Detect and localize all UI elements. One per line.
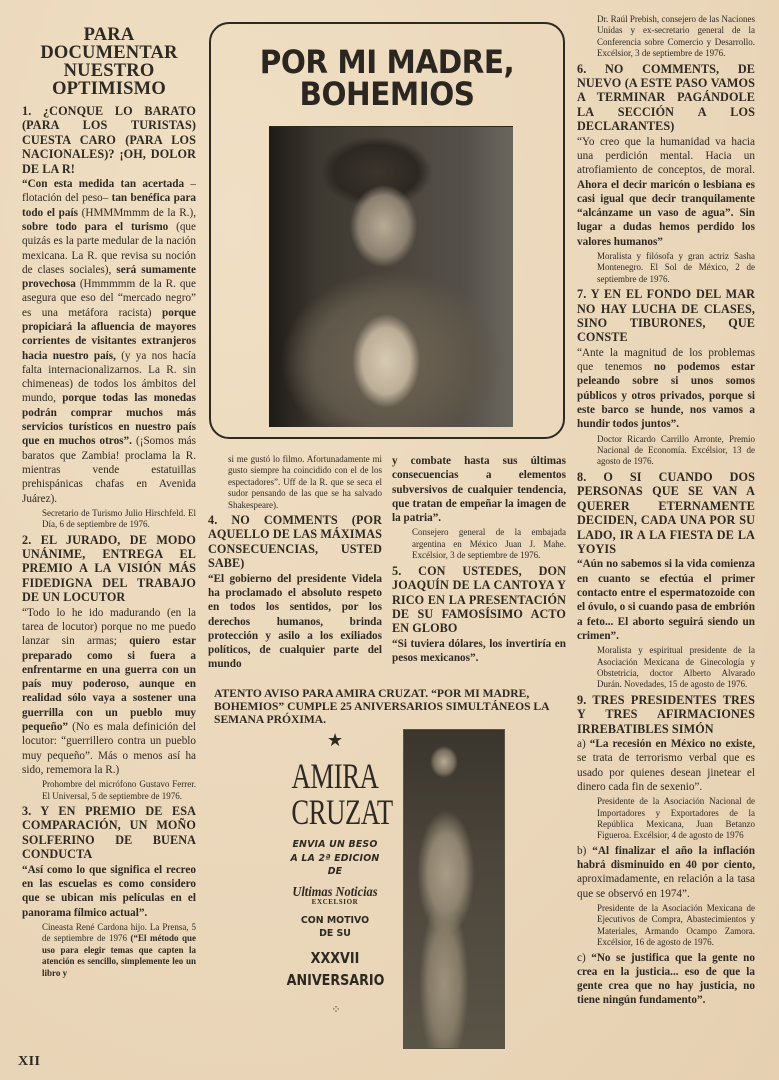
section-1-heading: 1. ¿CONQUE LO BARATO (PARA LOS TURISTAS) CUESTA CARO (PARA LOS NACIONALES)? ¡OH, DOLOR DE LA R! — [22, 104, 196, 176]
left-column — [22, 26, 196, 981]
quote-plain: aproximadamente, en relación a la tasa que se observó en 1974”. — [577, 873, 755, 900]
section-9-heading: 9. TRES PRESIDENTES TRES Y TRES AFIRMACIONES IRREBATIBLES SIMÓN — [577, 692, 755, 736]
section-8-heading: 8. O SI CUANDO DOS PERSONAS QUE SE VAN A QUERER ETERNAMENTE DECIDEN, CADA UNA POR SU LADO, IR A LA FIESTA DE LA YOYIS — [577, 469, 755, 556]
ad-name-line: AMIRA — [291, 756, 379, 796]
quote-bold: y combate hasta sus últimas consecuencias a elementos subversivos de cualquier tendencia, que tratan de empeñar la imagen de la patria”. — [392, 455, 566, 525]
ad-name-line: CRUZAT — [291, 792, 393, 832]
quote-bold: tan benéfica para todo el país — [22, 192, 197, 219]
section-4-source: Consejero general de la embajada argentina en México Juan J. Mahe. Excélsior, 3 de septiembre de 1976. — [412, 527, 566, 561]
ad-anniversary-label: ANIVERSARIO — [286, 970, 385, 989]
section-7-heading: 7. Y EN EL FONDO DEL MAR NO HAY LUCHA DE CLASES, SINO TIBURONES, QUE CONSTE — [577, 287, 755, 345]
section-2-source: Prohombre del micrófono Gustavo Ferrer. El Universal, 5 de septiembre de 1976. — [42, 779, 196, 801]
source-plain: Cineasta René Cardona hijo. La Prensa, 5 de septiembre de 1976 — [42, 921, 196, 944]
advertisement — [276, 758, 394, 1016]
section-5-quote — [392, 637, 566, 666]
section-2-quote — [22, 606, 196, 778]
quote-bold: sobre todo para el turismo — [22, 220, 169, 233]
section-5-source: Dr. Raúl Prebish, consejero de las Naciones Unidas y ex-secretario general de la Conferencia sobre Comercio y Desarrollo. Excélsior, 3 de septiembre de 1976. — [597, 14, 755, 59]
quote-bold: porque todas las monedas podrán comprar muchos más servicios turísticos en nuestro país que en muchos otros”. — [22, 392, 196, 448]
quote-plain: (y ya nos hacía falta internacionalizarnos. La R. sin chimeneas) de todos los ámbitos del mundo, — [22, 349, 196, 405]
section-9-item-b — [577, 844, 755, 901]
middle-column-1 — [208, 454, 382, 672]
section-4-quote — [208, 572, 382, 672]
feature-title — [225, 43, 549, 113]
quote-plain: –flotación del peso– — [22, 178, 196, 205]
section-7-source: Doctor Ricardo Carrillo Arronte, Premio Nacional de Economía. Excélsior, 13 de agosto de 1976. — [597, 433, 755, 467]
quote-plain: (Hmmmmm de la R. que asegura que eso del “mercado negro” es una metáfora racista) — [22, 278, 196, 319]
section-4-heading: 4. NO COMMENTS (POR AQUELLO DE LAS MÁXIMAS CONSECUENCIAS, USTED SABE) — [208, 513, 382, 571]
item-label: a) — [577, 737, 590, 750]
quote-plain: (que quizás es la parte medular de la nación mexicana. La R. que revisa su noción de clases sociales), — [22, 220, 196, 276]
section-1-quote — [22, 177, 196, 506]
section-3-source — [42, 922, 196, 979]
section-9-item-a — [577, 737, 755, 794]
quote-bold: será sumamente provechosa — [22, 263, 196, 291]
section-9-item-c — [577, 951, 755, 1008]
star-icon: ★ — [327, 730, 344, 750]
section-9-source-a: Presidente de la Asociación Nacional de Importadores y Exportadores de la República Mexicana, Juan Betanzo Figueroa. Excélsior, 4 de agosto de 1976 — [597, 796, 755, 841]
section-3-heading: 3. Y EN PREMIO DE ESA COMPARACIÓN, UN MOÑO SOLFERINO DE BUENA CONDUCTA — [22, 804, 196, 862]
section-4-quote-continued — [392, 454, 566, 525]
section-6-heading: 6. NO COMMENTS, DE NUEVO (A ESTE PASO VAMOS A TERMINAR PAGÁNDOLE LA SECCIÓN A LOS DECLARANTES) — [577, 61, 755, 134]
quote-bold: no podemos estar peleando sobre si unos somos públicos y otros privados, porque si este barco se hunde, nos vamos a hundir todos juntos”. — [577, 361, 755, 431]
feature-title-line: POR MI MADRE, — [259, 43, 515, 81]
quote-plain: (HMMMmmm de la R.), — [77, 206, 196, 219]
quote-bold: “Al finalizar el año la inflación habrá disminuido en 40 por ciento, — [577, 844, 755, 872]
quote-plain: se trata de terrorismo verbal que es usado por quienes desean jinetear el dinero cada fin de sexenio”. — [577, 752, 755, 793]
section-8-source: Moralista y espiritual presidente de la Asociación Mexicana de Ginecología y Obstetricia, doctor Alberto Alvarado Durán. Novedades, 15 de agosto de 1976. — [597, 645, 755, 690]
quote-bold: “No se justifica que la gente no crea en la justicia... eso de que la gente crea que no hay justicia, no tiene ningún fundamento”. — [577, 951, 755, 1007]
quote-bold: “Con esta medida tan acertada — [22, 178, 185, 191]
ad-text: DE SU — [319, 928, 351, 940]
newspaper-logo-sub: EXCELSIOR — [311, 897, 359, 906]
quote-bold: “La recesión en México no existe, — [589, 737, 755, 750]
ornament-icon: ⁘ — [331, 1003, 339, 1016]
section-6-quote — [577, 135, 755, 249]
ad-text: CON MOTIVO — [300, 914, 370, 926]
section-3-source-continued: si me gustó lo filmo. Afortunadamente mi gusto siempre ha coincidido con el de los espectadores”. Uff de la R. que se seca el sudor pensando de las que se ha salvado Shakespeare). — [228, 454, 382, 510]
source-bold: (“El método que uso para elegir temas que capten la atención es sencillo, simplemente leo un libro y — [42, 933, 197, 978]
quote-bold: “El gobierno del presidente Videla ha proclamado el absoluto respeto en todos los sentidos, por los derechos humanos, brinda protección y asilo a los exiliados políticos, de cualquier parte del mundo — [208, 572, 382, 671]
quote-plain: “Ante la magnitud de los problemas que tenemos — [577, 346, 755, 374]
section-6-source: Moralista y filósofa y gran actriz Sasha Montenegro. El Sol de México, 2 de septiembre de 1976. — [597, 251, 755, 284]
ad-text: DE — [327, 866, 343, 878]
section-2-heading: 2. EL JURADO, DE MODO UNÁNIME, ENTREGA EL PREMIO A LA VISIÓN MÁS FIDEDIGNA DEL TRABAJO DE UN LOCUTOR — [22, 532, 196, 605]
quote-plain: (¡Somos más baratos que Zambia! proclama la R. mientras vende estatuillas prehispánicas chafas en Avenida Juárez). — [22, 435, 197, 505]
quote-bold: quiero estar preparado como si fuera a enfrentarme en una guerra con un país muy poderoso, aunque en realidad sólo vaya a sostener una guerrilla con un pueblo muy pequeño” — [22, 635, 196, 734]
section-8-quote — [577, 557, 755, 643]
feature-frame — [209, 22, 565, 439]
section-7-quote — [577, 346, 755, 432]
feature-title-line: BOHEMIOS — [299, 75, 475, 113]
title-line: OPTIMISMO — [52, 79, 166, 99]
quote-plain: “Todo lo he ido madurando (en la tarea de locutor) porque no me puedo lanzar sin armas; — [22, 606, 196, 648]
section-5-heading: 5. CON USTEDES, DON JOAQUÍN DE LA CANTOYA Y RICO EN LA PRESENTACIÓN DE SU FAMOSÍSIMO ACTO EN GLOBO — [392, 563, 566, 636]
title-line: DOCUMENTAR — [40, 43, 178, 63]
notice-text: ATENTO AVISO PARA AMIRA CRUZAT. “POR MI MADRE, BOHEMIOS” CUMPLE 25 ANIVERSARIOS SIMULTÁNEOS LA SEMANA PRÓXIMA. — [214, 687, 549, 726]
page-title — [22, 26, 196, 98]
quote-plain: “Yo creo que la humanidad va hacia una perdición mental. Hacia un atrofiamiento de conceptos, de moral. — [577, 135, 755, 177]
photo-child-icon — [269, 126, 513, 427]
section-3-quote — [22, 863, 196, 920]
section-1-source: Secretario de Turismo Julio Hirschfeld. El Día, 6 de septiembre de 1976. — [42, 507, 196, 530]
quote-bold: Ahora el decir maricón o lesbiana es casi igual que decir tranquilamente “alcánzame un vaso de agua”. Sin lugar a dudas hemos perdido los valores humanos” — [577, 178, 755, 248]
item-label: c) — [577, 951, 592, 964]
quote-bold: porque propiciará la afluencia de mayores corrientes de visitantes extranjeros hacia nuestro país, — [22, 306, 196, 362]
page-number: XII — [18, 1054, 41, 1069]
right-column — [577, 14, 755, 1008]
quote-bold: “Aún no sabemos si la vida comienza en cuanto se efectúa el primer contacto entre el espermatozoide con el óvulo, o si cuando pasa de embrión a feto... El aborto seguirá siendo un crimen”. — [577, 558, 755, 642]
ad-anniversary-number: XXXVII — [310, 948, 360, 967]
newspaper-logo: Ultimas Noticias — [292, 883, 378, 899]
quote-bold: “Si tuviera dólares, los invertiría en pesos mexicanos”. — [392, 637, 566, 665]
section-9-source-b: Presidente de la Asociación Mexicana de Ejecutivos de Compra, Abastecimientos y Materiales, Armando Ocampo Zamora. Excélsior, 16 de agosto de 1976. — [597, 902, 755, 948]
ad-text: ENVIA UN BESO — [292, 839, 378, 850]
ad-text: A LA 2ª EDICION — [290, 852, 380, 864]
quote-bold: “Así como lo que significa el recreo en las escuelas es como considero que se ubican mis películas en el panorama fílmico actual”. — [22, 863, 196, 919]
title-line: NUESTRO — [63, 61, 155, 81]
photo-portrait-icon — [403, 729, 505, 1049]
middle-column-2 — [392, 454, 566, 665]
item-label: b) — [577, 844, 593, 857]
quote-plain: (No es mala definición del locutor: “guerrillero contra un pueblo muy pequeño”. Más o menos así ha sido, rememora la R.) — [22, 721, 196, 776]
title-line: PARA — [83, 25, 135, 45]
